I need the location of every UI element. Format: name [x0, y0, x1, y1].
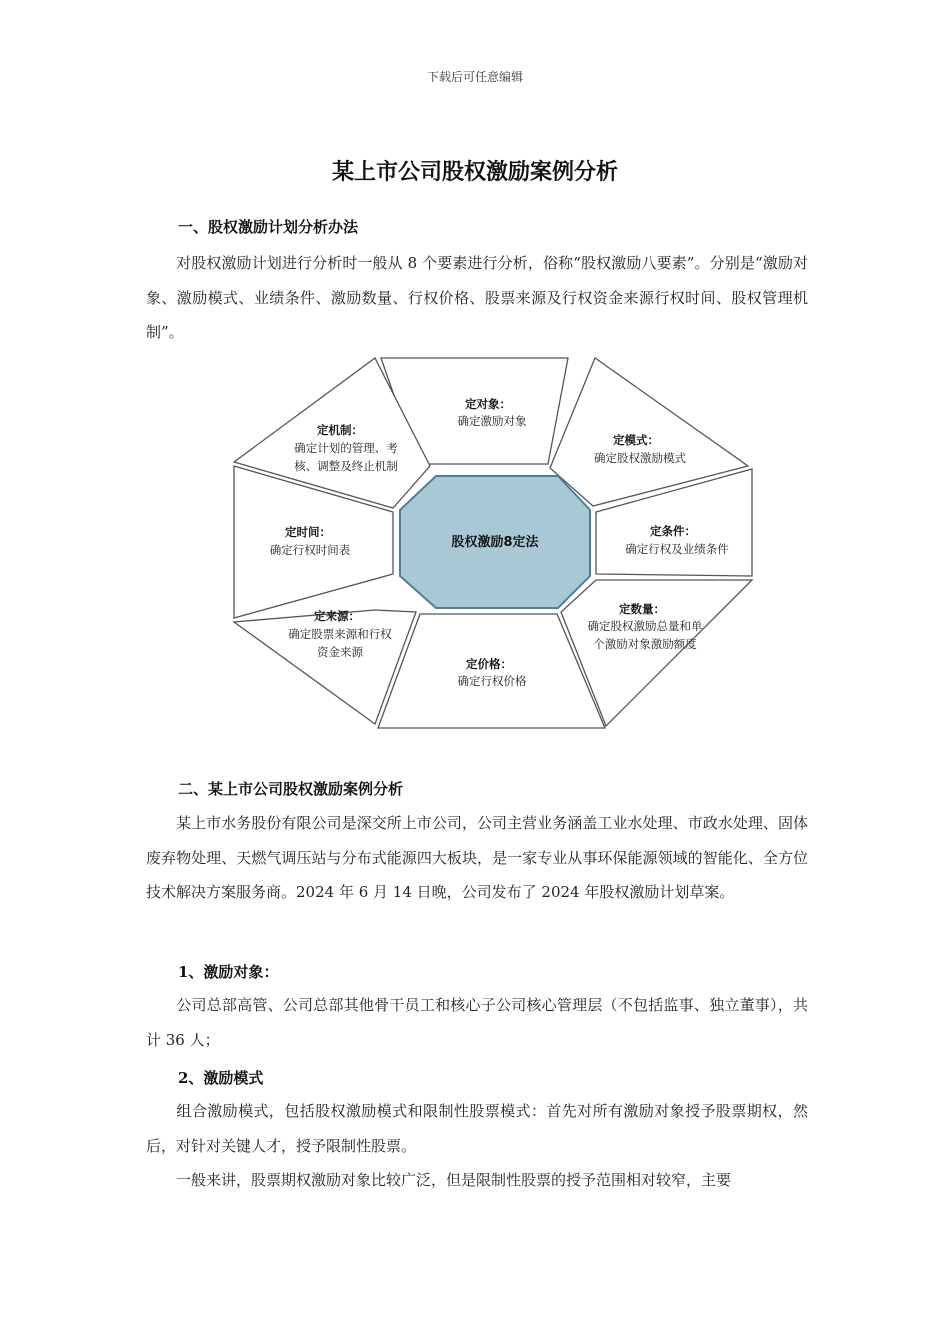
top-right-title: 定模式： — [613, 433, 659, 447]
sub1-paragraph: 公司总部高管、公司总部其他骨干员工和核心子公司核心管理层（不包括监事、独立董事），共计 36 人； — [146, 996, 808, 1049]
top-line-1: 确定激励对象 — [457, 414, 527, 428]
last-paragraph: 一般来讲，股票期权激励对象比较广泛，但是限制性股票的授予范围相对较窄，主要 — [176, 1171, 732, 1189]
bottom-line-1: 确定行权价格 — [457, 674, 527, 688]
section2-heading: 二、某上市公司股权激励案例分析 — [178, 780, 404, 798]
bottom-right-line-2: 个激励对象激励额度 — [593, 637, 697, 651]
left-title: 定时间： — [285, 525, 331, 539]
bottom-title: 定价格： — [466, 657, 512, 671]
right-title: 定条件： — [650, 524, 696, 538]
top-title: 定对象： — [465, 397, 511, 411]
page-title: 某上市公司股权激励案例分析 — [331, 159, 618, 185]
bottom-left-line-1: 确定股票来源和行权 — [288, 627, 392, 641]
left-line-1: 确定行权时间表 — [269, 543, 351, 557]
eight-methods-diagram — [230, 354, 755, 732]
top-left-line-1: 确定计划的管理、考 — [294, 441, 398, 455]
bottom-right-title: 定数量： — [619, 602, 665, 616]
section1-paragraph: 对股权激励计划进行分析时一般从 8 个要素进行分析，俗称“股权激励八要素”。分别是“激励对象、激励模式、业绩条件、激励数量、行权价格、股票来源及行权资金来源行权时间、股权管理机制”。 — [146, 254, 808, 341]
bottom-left-line-2: 资金来源 — [317, 645, 363, 659]
top-right-line-1: 确定股权激励模式 — [594, 451, 686, 465]
sub1-heading: 1、激励对象： — [178, 963, 279, 981]
sub2-heading: 2、激励模式 — [178, 1069, 264, 1087]
top-left-line-2: 核、调整及终止机制 — [294, 459, 398, 473]
section1-heading: 一、股权激励计划分析办法 — [178, 218, 359, 236]
right-line-1: 确定行权及业绩条件 — [625, 542, 729, 556]
section2-paragraph: 某上市水务股份有限公司是深交所上市公司，公司主营业务涵盖工业水处理、市政水处理、固体废弃物处理、天燃气调压站与分布式能源四大板块，是一家专业从事环保能源领域的智能化、全方位技术解决方案服务商。2024 年 6 月 14 日晚，公司发布了 2024 年股权激励计划草案。 — [146, 814, 808, 901]
header-note: 下载后可任意编辑 — [426, 70, 523, 84]
top-left-title: 定机制： — [317, 423, 363, 437]
sub2-paragraph: 组合激励模式，包括股权激励模式和限制性股票模式：首先对所有激励对象授予股票期权，然后，对针对关键人才，授予限制性股票。 — [146, 1102, 808, 1155]
bottom-right-line-1: 确定股权激励总量和单 — [587, 619, 703, 633]
center-label: 股权激励8定法 — [451, 535, 539, 550]
bottom-left-title: 定来源： — [314, 609, 360, 623]
